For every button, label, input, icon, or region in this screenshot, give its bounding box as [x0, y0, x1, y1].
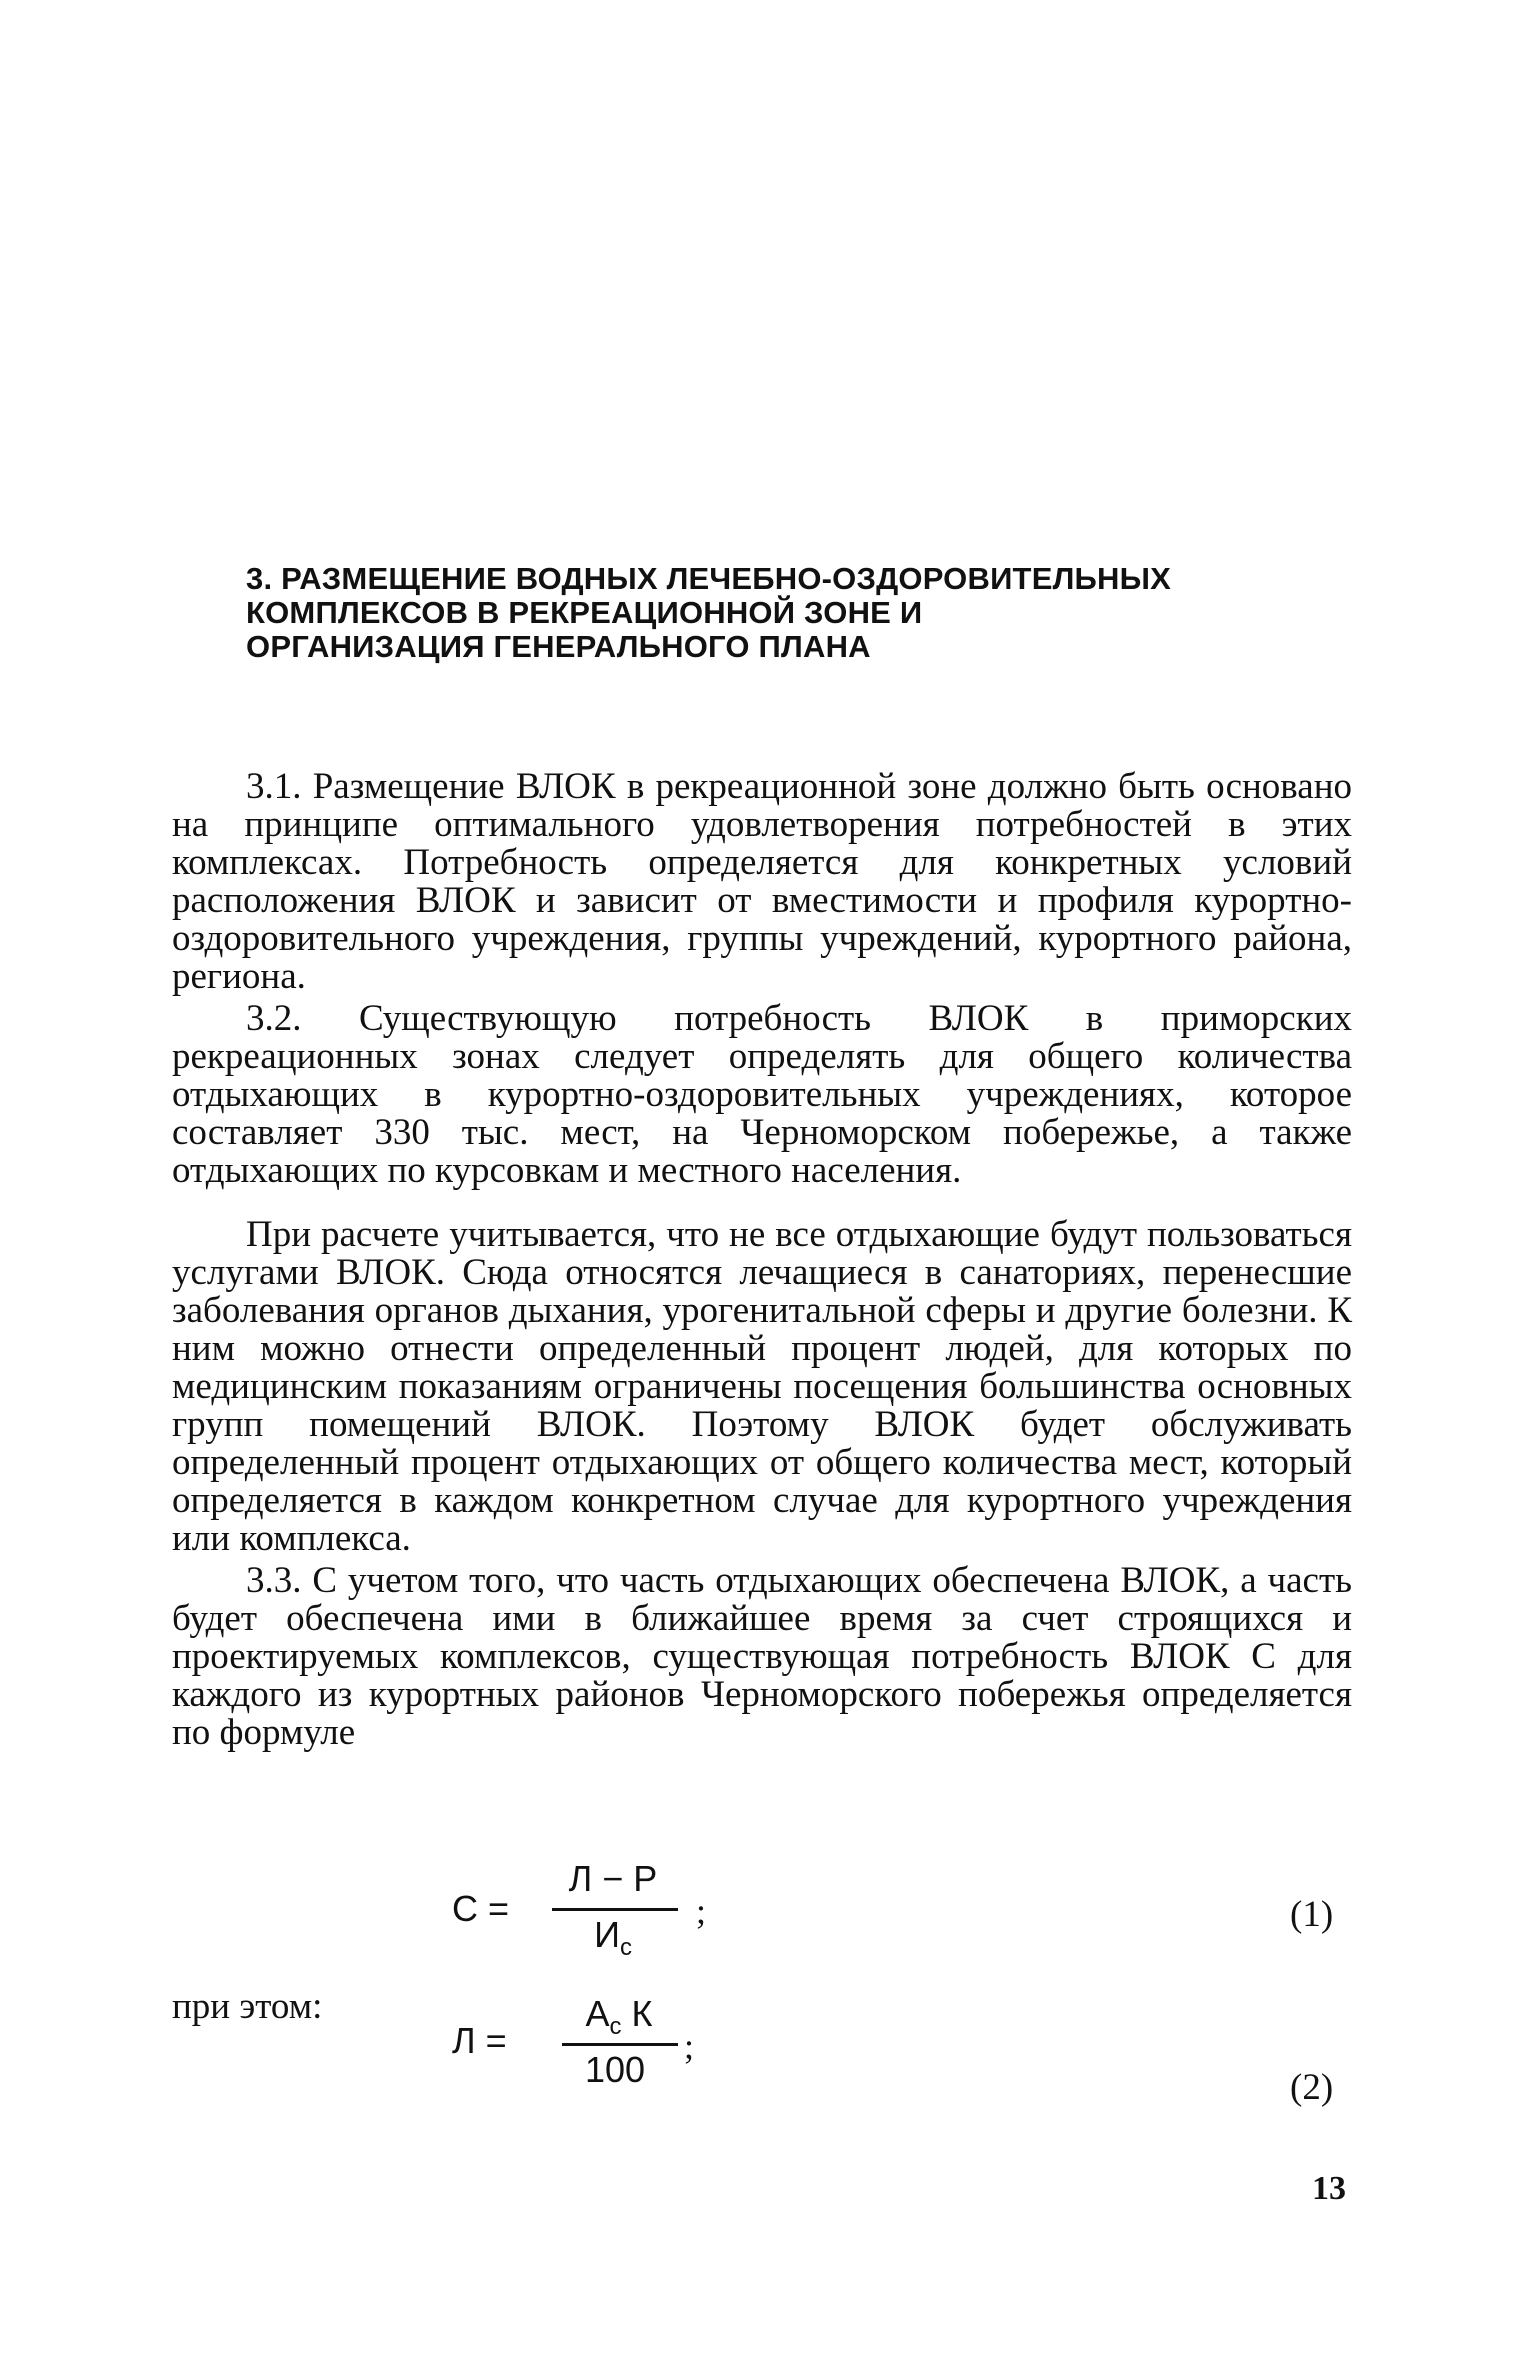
formula-1-denominator-main: И [594, 1914, 620, 1955]
heading-line-2: КОМПЛЕКСОВ В РЕКРЕАЦИОННОЙ ЗОНЕ И [246, 595, 923, 630]
formula-1-denominator-sub: с [619, 1934, 632, 1962]
paragraph-3-3: 3.3. С учетом того, что часть отдыхающих обеспечена ВЛОК, а часть будет обеспечена ими в ближайшее время за счет строящихся и проектируемых комплексов, существующая потребность ВЛОК С для каждого из курортных районов Черноморского побережья определяется по формуле [172, 1560, 1352, 1753]
formula-1-lhs: С = [452, 1888, 510, 1929]
paragraph-3-2: 3.2. Существующую потребность ВЛОК в приморских рекреационных зонах следует определять для общего количества отдыхающих в курортно-оздоровительных учреждениях, которое составляет 330 тыс. мест, на Черноморском побережье, а также отдыхающих по курсовкам и местного населения. [172, 998, 1352, 1191]
formula-2-numerator-main: А [585, 1993, 610, 2034]
page-number: 13 [1312, 2170, 1346, 2207]
formula-2-semicolon: ; [684, 2026, 695, 2066]
paragraph-3-1: 3.1. Размещение ВЛОК в рекреационной зоне должно быть основано на принципе оптимального удовлетворения потребностей в этих комплексах. Потребность определяется для конкретных условий расположения ВЛОК и зависит от вместимости и профиля курортно-оздоровительного учреждения, группы учреждений, курортного района, региона. [172, 766, 1352, 997]
formula-2-fraction-bar [562, 2043, 678, 2046]
formula-2-denominator: 100 [584, 2049, 646, 2090]
formula-2-lhs: Л = [452, 2020, 507, 2061]
heading-line-3: ОРГАНИЗАЦИЯ ГЕНЕРАЛЬНОГО ПЛАНА [246, 629, 871, 664]
formula-2-numerator [560, 1993, 678, 2041]
heading-line-1: 3. РАЗМЕЩЕНИЕ ВОДНЫХ ЛЕЧЕБНО-ОЗДОРОВИТЕЛЬНЫХ [246, 561, 1172, 596]
formula-2-numerator-tail: К [621, 1993, 653, 2034]
formula-2-numerator-sub: с [609, 2013, 622, 2041]
pri-etom-label: при этом: [172, 1986, 323, 2027]
paragraph-note: При расчете учитывается, что не все отдыхающие будут пользоваться услугами ВЛОК. Сюда относятся лечащиеся в санаториях, перенесшие заболевания органов дыхания, урогенитальной сферы и другие болезни. К ним можно отнести определенный процент людей, для которых по медицинским показаниям ограничены посещения большинства основных групп помещений ВЛОК. Поэтому ВЛОК будет обслуживать определенный процент отдыхающих от общего количества мест, который определяется в каждом конкретном случае для курортного учреждения или комплекса. [172, 1214, 1352, 1559]
formula-1-numerator: Л − Р [568, 1858, 658, 1899]
formula-1-semicolon: ; [696, 1891, 707, 1931]
formula-1-number: (1) [1290, 1894, 1334, 1935]
formula-2-number: (2) [1290, 2067, 1334, 2108]
